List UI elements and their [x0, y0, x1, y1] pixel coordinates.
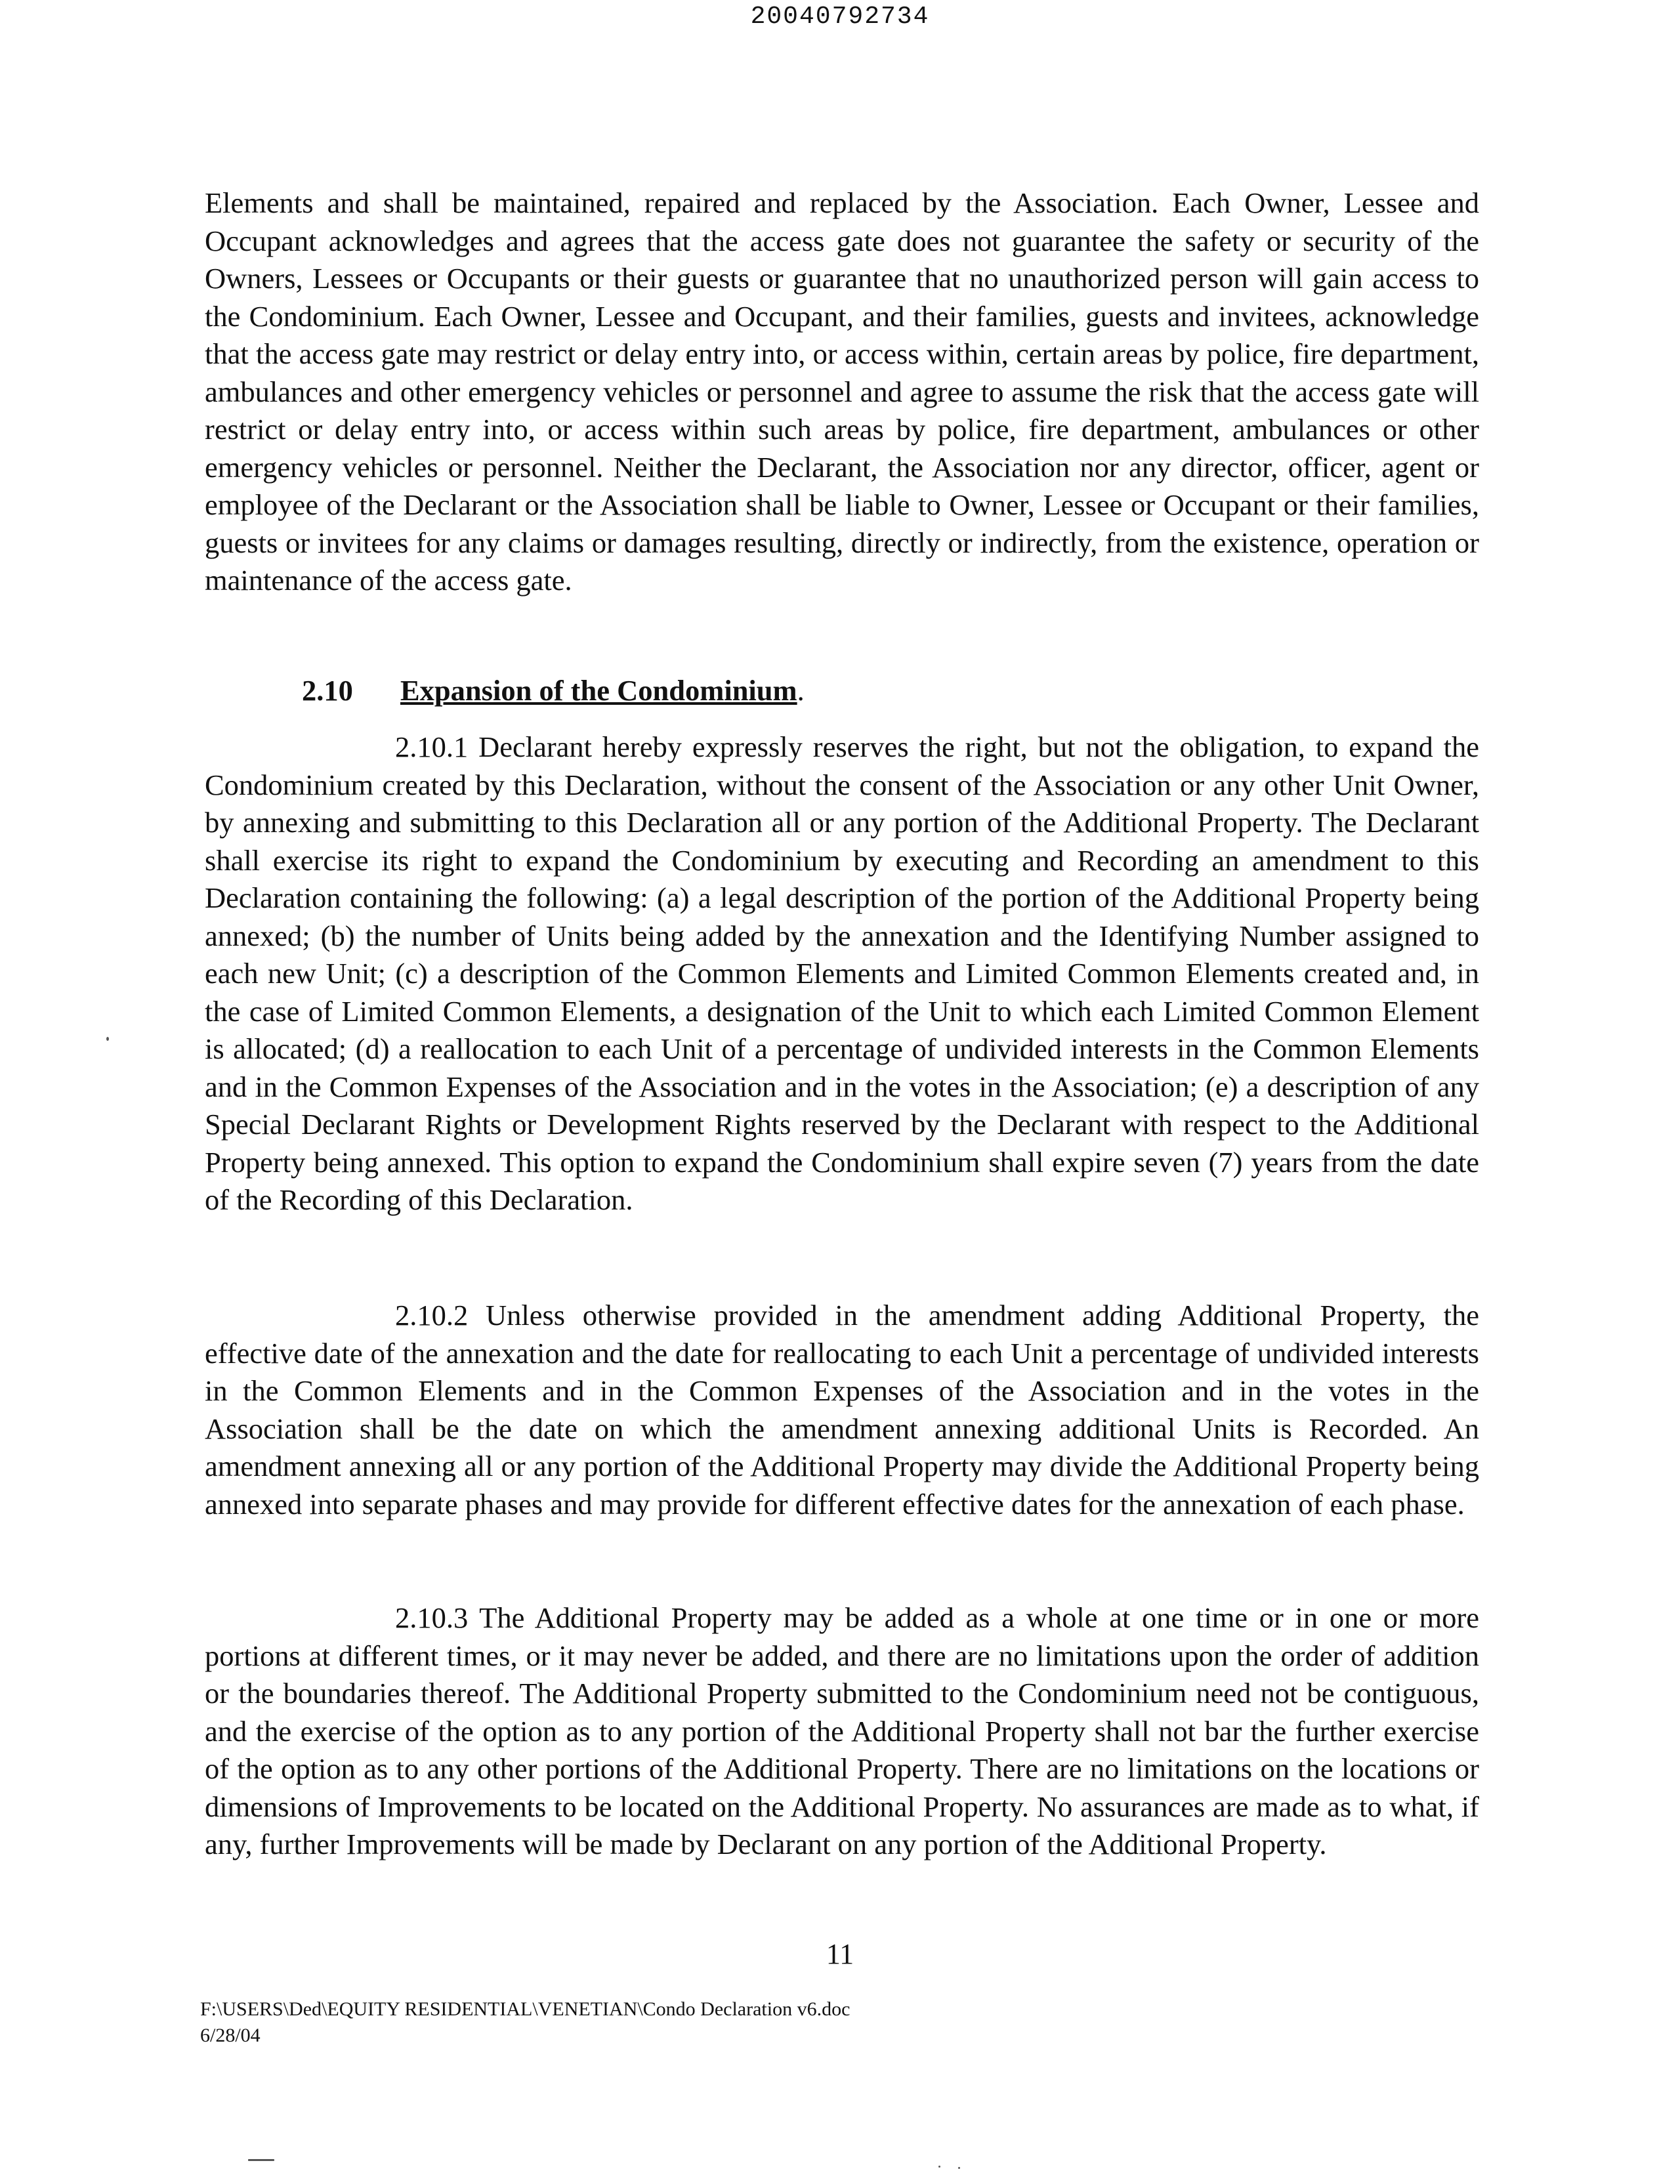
document-number: 20040792734 — [750, 3, 930, 31]
scan-speck — [106, 1037, 109, 1041]
paragraph-access-gate: Elements and shall be maintained, repaired and replaced by the Association. Each Owner, Lessee and Occupant acknowledges and agrees that the access gate does not guarantee the safety or security of the Owners, Lessees or Occupants or their guests or guarantee that no unauthorized person will gain access to the Condominium. Each Owner, Lessee and Occupant, and their families, guests and invitees, acknowledge that the access gate may restrict or delay entry into, or access within, certain areas by police, fire department, ambulances and other emergency vehicles or personnel and agree to assume the risk that the access gate will restrict or delay entry into, or access within such areas by police, fire department, ambulances or other emergency vehicles or personnel. Neither the Declarant, the Association nor any director, officer, agent or employee of the Declarant or the Association shall be liable to Owner, Lessee or Occupant or their families, guests or invitees for any claims or damages resulting, directly or indirectly, from the existence, operation or maintenance of the access gate. — [205, 186, 1479, 597]
footer-date: 6/28/04 — [200, 2025, 261, 2046]
scan-speck — [958, 2167, 960, 2169]
paragraph-2-10-1: 2.10.1 Declarant hereby expressly reserves the right, but not the obligation, to expand the Condominium created by this Declaration, without the consent of the Association or any other Unit Owner, by annexing and submitting to this Declaration all or any portion of the Additional Property. The Declarant shall exercise its right to expand the Condominium by executing and Recording an amendment to this Declaration containing the following: (a) a legal description of the portion of the Additional Property being annexed; (b) the number of Units being added by the annexation and the Identifying Number assigned to each new Unit; (c) a description of the Common Elements and Limited Common Elements created and, in the case of Limited Common Elements, a designation of the Unit to which each Limited Common Element is allocated; (d) a reallocation to each Unit of a percentage of undivided interests in the Common Elements and in the Common Expenses of the Association and in the votes in the Association; (e) a description of any Special Declarant Rights or Development Rights reserved by the Declarant with respect to the Additional Property being annexed. This option to expand the Condominium shall expire seven (7) years from the date of the Recording of this Declaration. — [205, 730, 1479, 1216]
scan-speck — [248, 2159, 274, 2161]
page-number: 11 — [826, 1938, 854, 1970]
section-number: 2.10 — [302, 674, 353, 707]
scan-speck — [938, 2166, 940, 2168]
section-heading — [302, 673, 805, 707]
section-title-period: . — [797, 674, 805, 707]
footer-file-path: F:\USERS\Ded\EQUITY RESIDENTIAL\VENETIAN\Condo Declaration v6.doc — [200, 1998, 850, 2020]
section-title: Expansion of the Condominium — [400, 674, 797, 707]
paragraph-2-10-2: 2.10.2 Unless otherwise provided in the amendment adding Additional Property, the effective date of the annexation and the date for reallocating to each Unit a percentage of undivided interests in the Common Elements and in the Common Expenses of the Association and in the votes in the Association shall be the date on which the amendment annexing additional Units is Recorded. An amendment annexing all or any portion of the Additional Property may divide the Additional Property being annexed into separate phases and may provide for different effective dates for the annexation of each phase. — [205, 1299, 1479, 1521]
paragraph-2-10-3: 2.10.3 The Additional Property may be added as a whole at one time or in one or more portions at different times, or it may never be added, and there are no limitations upon the order of addition or the boundaries thereof. The Additional Property submitted to the Condominium need not be contiguous, and the exercise of the option as to any portion of the Additional Property shall not bar the further exercise of the option as to any other portions of the Additional Property. There are no limitations on the locations or dimensions of Improvements to be located on the Additional Property. No assurances are made as to what, if any, further Improvements will be made by Declarant on any portion of the Additional Property. — [205, 1601, 1479, 1860]
